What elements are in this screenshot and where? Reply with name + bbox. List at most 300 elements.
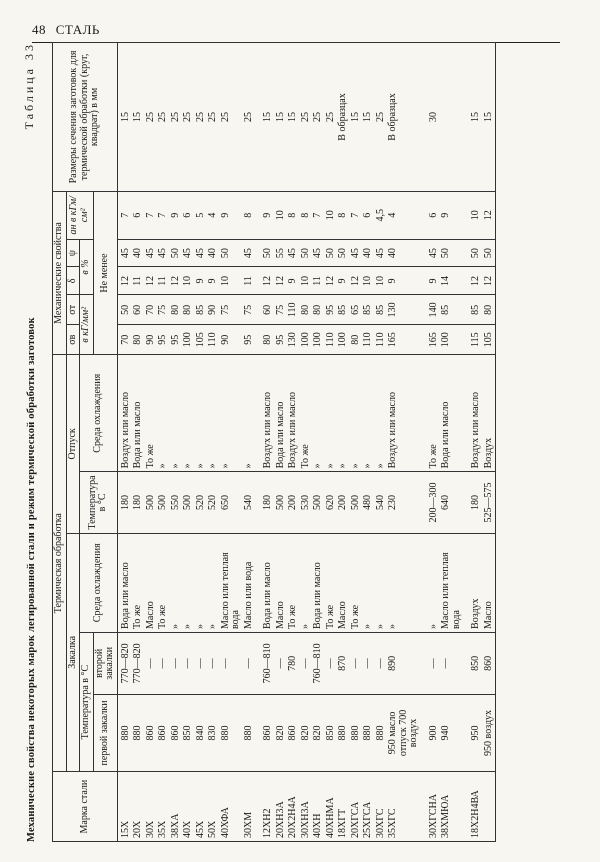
grade-cell: 35ХГС — [387, 772, 421, 842]
temper-temp-cell: 200 — [287, 472, 300, 533]
delta-cell: 10 — [220, 267, 243, 295]
size-cell: 15 — [275, 43, 288, 192]
ak-cell: 7 — [350, 191, 363, 239]
sigma-t-cell: 80 — [483, 295, 496, 325]
quench-medium-cell: » — [362, 533, 375, 632]
temper-medium-cell: То же — [145, 355, 158, 472]
ak-cell: 9 — [170, 191, 183, 239]
temper-temp-cell: 180 — [132, 472, 145, 533]
temper-temp-cell: 540 — [375, 472, 388, 533]
first-quench-cell: 850 — [182, 694, 195, 772]
temper-medium-cell: Воздух или масло — [287, 355, 300, 472]
ak-cell: 4 — [387, 191, 421, 239]
grade-cell: 40ХФА — [220, 772, 243, 842]
psi-cell: 40 — [207, 239, 220, 267]
sigma-b-cell: 95 — [275, 325, 288, 355]
sigma-b-cell: 80 — [132, 325, 145, 355]
table-row — [362, 43, 375, 842]
grade-cell: 12ХН2 — [255, 772, 275, 842]
size-cell: В образцах — [337, 43, 350, 192]
psi-cell: 45 — [350, 239, 363, 267]
grade-cell: 40ХНМА — [325, 772, 338, 842]
temper-medium-cell: » — [157, 355, 170, 472]
sigma-t-cell: 75 — [275, 295, 288, 325]
ak-cell: 6 — [421, 191, 441, 239]
grade-cell: 30ХГС — [375, 772, 388, 842]
col-quenching: Закалка — [66, 533, 80, 772]
ak-cell: 8 — [337, 191, 350, 239]
grade-cell: 40Х — [182, 772, 195, 842]
size-cell: 25 — [207, 43, 220, 192]
sigma-t-cell: 85 — [375, 295, 388, 325]
temper-medium-cell: » — [170, 355, 183, 472]
sigma-t-cell: 60 — [132, 295, 145, 325]
ak-cell: 7 — [157, 191, 170, 239]
quench-medium-cell: Воздух — [463, 533, 483, 632]
first-quench-cell: 950 масло отпуск 700 воздух — [387, 694, 421, 772]
psi-cell: 45 — [312, 239, 325, 267]
delta-cell: 9 — [421, 267, 441, 295]
size-cell: 25 — [243, 43, 256, 192]
temper-medium-cell: Воздух или масло — [463, 355, 483, 472]
ak-cell: 8 — [287, 191, 300, 239]
temper-temp-cell: 200—300 — [421, 472, 441, 533]
grade-cell — [483, 772, 496, 842]
col-delta: δ — [66, 267, 80, 295]
grade-cell: 30Х — [145, 772, 158, 842]
delta-cell: 12 — [483, 267, 496, 295]
second-quench-cell: 770—820 — [117, 632, 132, 694]
quench-medium-cell: » — [207, 533, 220, 632]
sigma-t-cell: 70 — [145, 295, 158, 325]
quench-medium-cell: » — [387, 533, 421, 632]
first-quench-cell: 880 — [375, 694, 388, 772]
quench-medium-cell: » — [170, 533, 183, 632]
quench-medium-cell: » — [375, 533, 388, 632]
sigma-b-cell: 100 — [337, 325, 350, 355]
temper-temp-cell: 500 — [312, 472, 325, 533]
size-cell: 15 — [463, 43, 483, 192]
temper-temp-cell: 500 — [145, 472, 158, 533]
sigma-b-cell: 105 — [195, 325, 208, 355]
grade-cell: 18Х2Н4ВА — [463, 772, 483, 842]
table-row — [287, 43, 300, 842]
psi-cell: 50 — [337, 239, 350, 267]
psi-cell: 45 — [145, 239, 158, 267]
sigma-t-cell: 80 — [182, 295, 195, 325]
temper-temp-cell: 520 — [207, 472, 220, 533]
temper-temp-cell: 180 — [117, 472, 132, 533]
temper-temp-cell: 500 — [350, 472, 363, 533]
sigma-b-cell: 165 — [387, 325, 421, 355]
ak-cell: 10 — [463, 191, 483, 239]
quench-medium-cell: Масло или теплая вода — [440, 533, 463, 632]
size-cell: 15 — [117, 43, 132, 192]
table-row — [275, 43, 288, 842]
col-size: Размеры сечения заготовок для термической обработки (круг, квадрат) в мм — [53, 43, 118, 192]
ak-cell: 6 — [182, 191, 195, 239]
ak-cell: 8 — [243, 191, 256, 239]
temper-medium-cell: » — [312, 355, 325, 472]
temper-medium-cell: » — [362, 355, 375, 472]
grade-cell: 25ХГСА — [362, 772, 375, 842]
sigma-t-cell: 85 — [195, 295, 208, 325]
temper-medium-cell: Вода или масло — [440, 355, 463, 472]
temper-medium-cell: » — [325, 355, 338, 472]
temper-temp-cell: 540 — [243, 472, 256, 533]
sigma-b-cell: 100 — [182, 325, 195, 355]
sigma-b-cell: 110 — [362, 325, 375, 355]
sigma-b-cell: 80 — [350, 325, 363, 355]
first-quench-cell: 880 — [132, 694, 145, 772]
temper-medium-cell: » — [337, 355, 350, 472]
sigma-t-cell: 85 — [463, 295, 483, 325]
col-grade: Марка стали — [53, 772, 118, 842]
temper-temp-cell: 520 — [195, 472, 208, 533]
sigma-t-cell: 140 — [421, 295, 441, 325]
first-quench-cell: 860 — [157, 694, 170, 772]
ak-cell: 6 — [132, 191, 145, 239]
second-quench-cell: 870 — [337, 632, 350, 694]
psi-cell: 50 — [170, 239, 183, 267]
temper-medium-cell: » — [195, 355, 208, 472]
delta-cell: 9 — [287, 267, 300, 295]
ak-cell: 7 — [117, 191, 132, 239]
grade-cell: 38ХМЮА — [440, 772, 463, 842]
psi-cell: 50 — [220, 239, 243, 267]
sigma-b-cell: 90 — [220, 325, 243, 355]
second-quench-cell: — — [145, 632, 158, 694]
temper-temp-cell: 180 — [255, 472, 275, 533]
first-quench-cell: 900 — [421, 694, 441, 772]
grade-cell: 30ХМ — [243, 772, 256, 842]
delta-cell: 11 — [243, 267, 256, 295]
temper-medium-cell: То же — [300, 355, 313, 472]
temper-medium-cell: Воздух — [483, 355, 496, 472]
ak-cell: 9 — [255, 191, 275, 239]
temper-medium-cell: » — [375, 355, 388, 472]
size-cell: В образцах — [387, 43, 421, 192]
psi-cell: 50 — [463, 239, 483, 267]
second-quench-cell: — — [220, 632, 243, 694]
size-cell: 15 — [132, 43, 145, 192]
delta-cell: 9 — [387, 267, 421, 295]
second-quench-cell: — — [182, 632, 195, 694]
ak-cell: 8 — [300, 191, 313, 239]
delta-cell: 11 — [132, 267, 145, 295]
psi-cell: 40 — [132, 239, 145, 267]
first-quench-cell: 830 — [207, 694, 220, 772]
sigma-t-cell: 60 — [255, 295, 275, 325]
temper-temp-cell: 500 — [275, 472, 288, 533]
size-cell: 25 — [182, 43, 195, 192]
table-row — [337, 43, 350, 842]
col-tempering: Отпуск — [66, 355, 80, 533]
grade-cell: 38ХА — [170, 772, 183, 842]
caption-row — [22, 42, 44, 842]
first-quench-cell: 820 — [312, 694, 325, 772]
delta-cell: 10 — [182, 267, 195, 295]
delta-cell: 12 — [350, 267, 363, 295]
second-quench-cell: 770—820 — [132, 632, 145, 694]
table-row — [483, 43, 496, 842]
temper-temp-cell: 620 — [325, 472, 338, 533]
col-temper-medium: Среда охлаждения — [80, 355, 118, 472]
grade-cell: 35Х — [157, 772, 170, 842]
size-cell: 15 — [350, 43, 363, 192]
size-cell: 15 — [483, 43, 496, 192]
temper-medium-cell: Воздух или масло — [255, 355, 275, 472]
sigma-t-cell: 85 — [362, 295, 375, 325]
sigma-b-cell: 110 — [325, 325, 338, 355]
quench-medium-cell: То же — [132, 533, 145, 632]
size-cell — [440, 43, 463, 192]
delta-cell: 10 — [362, 267, 375, 295]
table-row — [421, 43, 441, 842]
temper-temp-cell: 650 — [220, 472, 243, 533]
second-quench-cell: 890 — [387, 632, 421, 694]
table-caption: Механические свойства некоторых марок легированной стали и режим термической обработки заготовок — [26, 317, 37, 842]
table-row — [312, 43, 325, 842]
temper-medium-cell: Вода или масло — [132, 355, 145, 472]
sigma-b-cell: 110 — [375, 325, 388, 355]
temper-temp-cell: 525—575 — [483, 472, 496, 533]
sigma-b-cell: 130 — [287, 325, 300, 355]
psi-cell: 45 — [195, 239, 208, 267]
sigma-b-cell: 70 — [117, 325, 132, 355]
ak-cell: 9 — [440, 191, 463, 239]
second-quench-cell: 850 — [463, 632, 483, 694]
table-row — [375, 43, 388, 842]
second-quench-cell: — — [157, 632, 170, 694]
first-quench-cell: 950 — [463, 694, 483, 772]
second-quench-cell: — — [170, 632, 183, 694]
page-header — [32, 22, 100, 38]
second-quench-cell: — — [325, 632, 338, 694]
temper-medium-cell: Вода или масло — [275, 355, 288, 472]
sigma-t-cell: 80 — [312, 295, 325, 325]
second-quench-cell: 780 — [287, 632, 300, 694]
quench-medium-cell: Масло — [145, 533, 158, 632]
first-quench-cell: 860 — [255, 694, 275, 772]
size-cell: 25 — [170, 43, 183, 192]
quench-medium-cell: То же — [350, 533, 363, 632]
size-cell: 25 — [300, 43, 313, 192]
sigma-b-cell: 95 — [157, 325, 170, 355]
col-temperature: Температура в °С — [80, 632, 94, 771]
unit-pct: в % — [80, 239, 94, 295]
psi-cell: 50 — [440, 239, 463, 267]
sigma-b-cell: 165 — [421, 325, 441, 355]
grade-cell: 30ХН3А — [300, 772, 313, 842]
temper-temp-cell: 230 — [387, 472, 421, 533]
grade-cell: 45Х — [195, 772, 208, 842]
temper-temp-cell: 200 — [337, 472, 350, 533]
quench-medium-cell: То же — [287, 533, 300, 632]
psi-cell: 45 — [157, 239, 170, 267]
quench-medium-cell: » — [195, 533, 208, 632]
table-row — [195, 43, 208, 842]
sigma-b-cell: 115 — [463, 325, 483, 355]
sigma-t-cell: 50 — [117, 295, 132, 325]
first-quench-cell: 820 — [275, 694, 288, 772]
first-quench-cell: 880 — [362, 694, 375, 772]
psi-cell: 40 — [387, 239, 421, 267]
size-cell: 15 — [255, 43, 275, 192]
rotated-table-area — [22, 42, 582, 842]
quench-medium-cell: Масло — [275, 533, 288, 632]
table-row — [243, 43, 256, 842]
col-quench-medium: Среда охлаждения — [80, 533, 118, 632]
delta-cell: 12 — [255, 267, 275, 295]
table-row — [157, 43, 170, 842]
second-quench-cell: — — [440, 632, 463, 694]
col-sigma-t: σт — [66, 295, 80, 325]
grade-cell: 40ХН — [312, 772, 325, 842]
grade-cell: 20Х — [132, 772, 145, 842]
quench-medium-cell: » — [182, 533, 195, 632]
second-quench-cell: — — [243, 632, 256, 694]
ak-cell: 12 — [483, 191, 496, 239]
table-row — [207, 43, 220, 842]
col-ak: aн в кГм/см² — [66, 191, 93, 239]
first-quench-cell: 840 — [195, 694, 208, 772]
sigma-b-cell: 100 — [300, 325, 313, 355]
psi-cell: 50 — [483, 239, 496, 267]
size-cell: 15 — [287, 43, 300, 192]
delta-cell: 9 — [337, 267, 350, 295]
second-quench-cell: — — [421, 632, 441, 694]
col-mech: Механические свойства — [53, 191, 67, 354]
first-quench-cell: 820 — [300, 694, 313, 772]
quench-medium-cell: Вода или масло — [255, 533, 275, 632]
psi-cell: 40 — [362, 239, 375, 267]
first-quench-cell: 880 — [350, 694, 363, 772]
table-row — [463, 43, 483, 842]
delta-cell: 9 — [195, 267, 208, 295]
col-temper-temp: Температура в °С — [80, 472, 118, 533]
sigma-b-cell: 95 — [170, 325, 183, 355]
table-row — [300, 43, 313, 842]
col-heat-treatment: Термическая обработка — [53, 355, 67, 772]
temper-medium-cell: » — [182, 355, 195, 472]
sigma-t-cell: 85 — [337, 295, 350, 325]
table-row — [145, 43, 158, 842]
temper-medium-cell: То же — [421, 355, 441, 472]
sigma-t-cell: 110 — [287, 295, 300, 325]
second-quench-cell: — — [195, 632, 208, 694]
table-row — [220, 43, 243, 842]
grade-cell: 20ХГСА — [350, 772, 363, 842]
size-cell: 25 — [157, 43, 170, 192]
psi-cell: 50 — [255, 239, 275, 267]
first-quench-cell: 860 — [287, 694, 300, 772]
table-row — [117, 43, 132, 842]
first-quench-cell: 940 — [440, 694, 463, 772]
section-title: СТАЛЬ — [55, 22, 100, 37]
sigma-t-cell: 90 — [207, 295, 220, 325]
delta-cell: 14 — [440, 267, 463, 295]
ak-cell: 4 — [207, 191, 220, 239]
sigma-b-cell: 105 — [483, 325, 496, 355]
second-quench-cell: — — [300, 632, 313, 694]
temper-medium-cell: » — [350, 355, 363, 472]
col-psi: ψ — [66, 239, 80, 267]
delta-cell: 9 — [207, 267, 220, 295]
table-row — [440, 43, 463, 842]
not-less-label: Не менее — [93, 191, 117, 354]
grade-cell: 20ХН3А — [275, 772, 288, 842]
grade-cell: 50Х — [207, 772, 220, 842]
sigma-b-cell: 90 — [145, 325, 158, 355]
psi-cell: 45 — [375, 239, 388, 267]
table-row — [387, 43, 421, 842]
sigma-b-cell: 100 — [312, 325, 325, 355]
psi-cell: 45 — [287, 239, 300, 267]
size-cell: 15 — [362, 43, 375, 192]
sigma-t-cell: 75 — [157, 295, 170, 325]
delta-cell: 10 — [300, 267, 313, 295]
ak-cell: 5 — [195, 191, 208, 239]
sigma-b-cell: 100 — [440, 325, 463, 355]
quench-medium-cell: Масло — [483, 533, 496, 632]
psi-cell: 45 — [182, 239, 195, 267]
first-quench-cell: 860 — [145, 694, 158, 772]
second-quench-cell: — — [362, 632, 375, 694]
ak-cell: 10 — [275, 191, 288, 239]
col-second-quench: второй закалки — [93, 632, 117, 694]
table-row — [170, 43, 183, 842]
size-cell: 25 — [220, 43, 243, 192]
second-quench-cell: 860 — [483, 632, 496, 694]
sigma-b-cell: 80 — [255, 325, 275, 355]
temper-temp-cell: 180 — [463, 472, 483, 533]
grade-cell: 30ХГСНА — [421, 772, 441, 842]
temper-medium-cell: » — [220, 355, 243, 472]
second-quench-cell: — — [275, 632, 288, 694]
delta-cell: 12 — [170, 267, 183, 295]
psi-cell: 50 — [325, 239, 338, 267]
psi-cell: 45 — [421, 239, 441, 267]
delta-cell: 11 — [312, 267, 325, 295]
sigma-t-cell: 95 — [325, 295, 338, 325]
quench-medium-cell: Вода или масло — [312, 533, 325, 632]
second-quench-cell: 760—810 — [312, 632, 325, 694]
size-cell: 25 — [195, 43, 208, 192]
psi-cell: 55 — [275, 239, 288, 267]
table-row — [350, 43, 363, 842]
first-quench-cell: 880 — [243, 694, 256, 772]
size-cell: 25 — [375, 43, 388, 192]
temper-temp-cell: 500 — [182, 472, 195, 533]
first-quench-cell: 880 — [337, 694, 350, 772]
quench-medium-cell: Масло или теплая вода — [220, 533, 243, 632]
table-row — [325, 43, 338, 842]
quench-medium-cell: » — [421, 533, 441, 632]
table-row — [182, 43, 195, 842]
ak-cell: 7 — [145, 191, 158, 239]
sigma-t-cell: 65 — [350, 295, 363, 325]
quench-medium-cell: Масло или вода — [243, 533, 256, 632]
size-cell: 25 — [312, 43, 325, 192]
table-row — [132, 43, 145, 842]
quench-medium-cell: То же — [325, 533, 338, 632]
temper-medium-cell: Воздух или масло — [117, 355, 132, 472]
unit-stress: в кГ/мм² — [80, 295, 94, 355]
delta-cell: 10 — [375, 267, 388, 295]
second-quench-cell: — — [350, 632, 363, 694]
ak-cell: 6 — [362, 191, 375, 239]
